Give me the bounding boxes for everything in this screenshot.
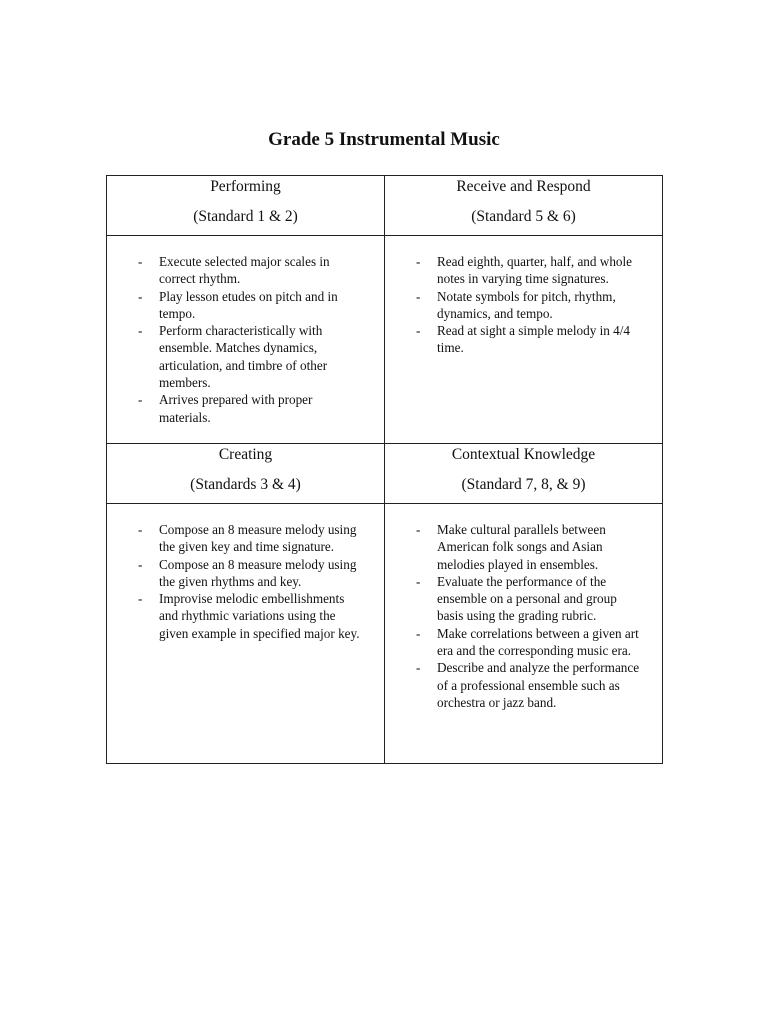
- bullet-list: [107, 504, 384, 642]
- section-standard: (Standards 3 & 4): [190, 476, 301, 493]
- section-header-receive-respond: [385, 176, 663, 236]
- bullet-dash: -: [138, 254, 143, 269]
- bullet-dash: -: [138, 392, 143, 408]
- list-item-text: Play lesson etudes on pitch and in tempo.: [159, 288, 338, 321]
- page-title: Grade 5 Instrumental Music: [268, 129, 500, 150]
- section-header-performing: [107, 176, 385, 236]
- section-body-creating: [107, 504, 385, 764]
- list-item: [416, 573, 642, 625]
- bullet-dash: -: [416, 254, 421, 269]
- bullet-dash: -: [416, 323, 421, 339]
- list-item-text: Describe and analyze the performance of a professional ensemble such as orchestra or jazz band.: [437, 660, 640, 710]
- section-header-contextual-knowledge: [385, 444, 663, 504]
- list-item: [416, 659, 642, 711]
- section-heading: Contextual Knowledge: [451, 446, 596, 463]
- list-item: [416, 253, 642, 288]
- section-standard: (Standard 1 & 2): [193, 208, 298, 225]
- list-item-text: Execute selected major scales in correct rhythm.: [159, 254, 330, 287]
- section-heading: Performing: [210, 178, 281, 195]
- section-body-performing: [107, 236, 385, 444]
- bullet-dash: -: [138, 556, 143, 572]
- list-item: [416, 521, 642, 573]
- bullet-dash: -: [416, 660, 421, 676]
- bullet-dash: -: [416, 522, 421, 537]
- bullet-dash: -: [138, 288, 143, 304]
- bullet-list: [107, 236, 384, 426]
- section-heading: Creating: [218, 446, 273, 463]
- list-item-text: Read eighth, quarter, half, and whole notes in varying time signatures.: [437, 254, 633, 287]
- section-standard: (Standard 5 & 6): [471, 208, 576, 225]
- header-row-bottom: [107, 444, 663, 504]
- list-item: [138, 556, 364, 591]
- bullet-dash: -: [416, 625, 421, 641]
- list-item: [416, 322, 642, 357]
- body-row-bottom: [107, 504, 663, 764]
- list-item: [138, 521, 364, 556]
- list-item: [138, 391, 364, 426]
- list-item-text: Read at sight a simple melody in 4/4 time.: [437, 323, 631, 356]
- bullet-dash: -: [416, 288, 421, 304]
- list-item-text: Compose an 8 measure melody using the given rhythms and key.: [159, 556, 357, 589]
- list-item-text: Arrives prepared with proper materials.: [159, 392, 313, 425]
- bullet-list: [385, 504, 662, 711]
- list-item: [138, 288, 364, 323]
- list-item: [138, 253, 364, 288]
- list-item-text: Improvise melodic embellishments and rhythmic variations using the given example in specified major key.: [159, 591, 360, 641]
- list-item: [138, 590, 364, 642]
- section-heading: Receive and Respond: [456, 178, 591, 195]
- list-item-text: Compose an 8 measure melody using the given key and time signature.: [159, 522, 357, 555]
- bullet-list: [385, 236, 662, 357]
- list-item-text: Make cultural parallels between American folk songs and Asian melodies played in ensembles.: [437, 522, 606, 572]
- list-item: [138, 322, 364, 391]
- section-body-receive-respond: [385, 236, 663, 444]
- list-item: [416, 288, 642, 323]
- section-header-creating: [107, 444, 385, 504]
- list-item-text: Notate symbols for pitch, rhythm, dynamics, and tempo.: [437, 288, 616, 321]
- list-item: [416, 625, 642, 660]
- bullet-dash: -: [138, 323, 143, 339]
- header-row-top: [107, 176, 663, 236]
- bullet-dash: -: [416, 573, 421, 589]
- section-standard: (Standard 7, 8, & 9): [461, 476, 586, 493]
- standards-table: [106, 175, 663, 764]
- list-item-text: Make correlations between a given art era and the corresponding music era.: [437, 625, 639, 659]
- list-item-text: Evaluate the performance of the ensemble on a personal and group basis using the grading rubric.: [437, 573, 617, 624]
- section-body-contextual-knowledge: [385, 504, 663, 764]
- body-row-top: [107, 236, 663, 444]
- bullet-dash: -: [138, 591, 143, 607]
- bullet-dash: -: [138, 522, 143, 537]
- list-item-text: Perform characteristically with ensemble. Matches dynamics, articulation, and timbre of other members.: [159, 323, 328, 391]
